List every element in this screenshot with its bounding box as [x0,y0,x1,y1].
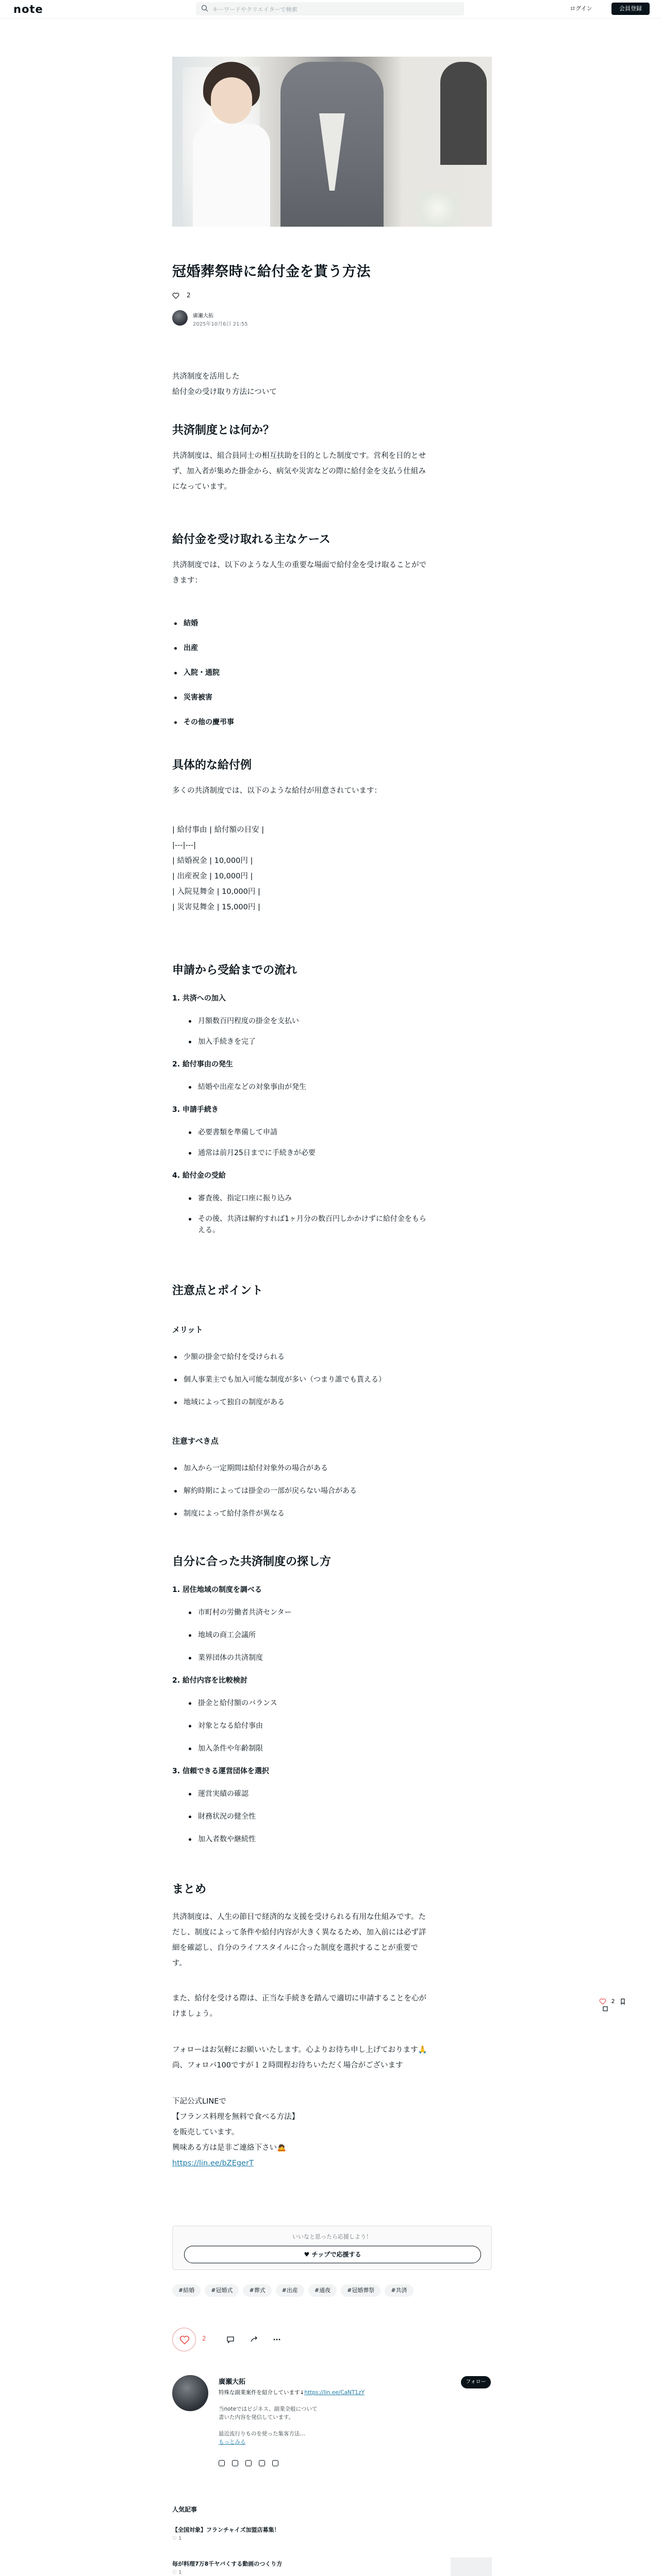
step-item: 結婚や出産などの対象事由が発生 [198,1083,306,1091]
like-button[interactable] [172,2328,196,2351]
list-item: 出産 [184,644,198,652]
paragraph: 下記公式LINEで [172,2097,226,2106]
avatar[interactable] [172,310,188,326]
paragraph: 共済制度では、以下のような人生の重要な場面で給付金を受け取ることがで [172,561,426,569]
tag[interactable]: #結婚 [172,2284,201,2297]
search-icon [201,5,208,12]
list-item: 結婚 [184,619,198,628]
hero-image [172,57,492,227]
tag[interactable]: #通夜 [308,2284,337,2297]
step-heading: 3. 信頼できる運営団体を選択 [172,1767,269,1775]
list-item: 加入から一定期間は給付対象外の場合がある [184,1464,328,1472]
section-heading: 共済制度とは何か？ [172,424,275,437]
like-count-top[interactable]: 2 [172,292,191,299]
table-row: | 結婚祝金 | 10,000円 | [172,857,253,865]
step-heading: 2. 給付事由の発生 [172,1060,233,1069]
table-row: | 給付事由 | 給付額の目安 | [172,826,264,834]
avatar[interactable] [172,2375,208,2411]
step-item: 月額数百円程度の掛金を支払い [198,1017,299,1025]
tip-button[interactable] [184,2246,481,2263]
paragraph: 共済制度は、人生の節目で経済的な支援を受けられる有用な仕組みです。た [172,1913,426,1921]
search-bar[interactable] [196,2,464,15]
search-placeholder: キーワードやクリエイターで検索 [212,6,297,13]
paragraph: だし、制度によって条件や給付内容が大きく異なるため、加入前には必ず詳 [172,1928,426,1937]
paragraph: になっています。 [172,483,231,491]
step-heading: 1. 居住地域の制度を調べる [172,1586,262,1594]
comment-icon[interactable] [226,2335,235,2344]
tag[interactable]: #出産 [276,2284,304,2297]
follow-button[interactable]: フォロー [461,2376,491,2388]
section-heading: 給付金を受け取れる主なケース [172,533,330,546]
article-title: 冠婚葬祭時に給付金を貰う方法 [172,264,371,280]
step-heading: 3. 申請手続き [172,1106,219,1114]
paragraph: 尚、フォロバ100ですが１２時間程お待ちいただく場合がございます [172,2061,403,2070]
paragraph: また、給付を受ける際は、正当な手続きを踏んで適切に申請することを心が [172,1994,426,2003]
paragraph: ず、加入者が集めた掛金から、病気や災害などの際に給付金を支払う仕組み [172,467,426,476]
more-icon[interactable] [272,2335,282,2344]
paragraph: を販売しています。 [172,2128,239,2137]
step-item: 加入手続きを完了 [198,1038,256,1046]
author-card [172,2370,492,2473]
step-item: 運営実績の確認 [198,1790,249,1798]
list-item: 解約時期によっては掛金の一部が戻らない場合がある [184,1487,357,1495]
tag[interactable]: #冠婚葬祭 [341,2284,380,2297]
note-logo[interactable]: note [13,3,43,15]
step-heading: 1. 共済への加入 [172,994,226,1003]
table-row: | 災害見舞金 | 15,000円 | [172,903,260,911]
signup-button[interactable]: 会員登録 [611,3,650,15]
paragraph: す。 [172,1959,187,1968]
section-heading: 申請から受給までの流れ [172,964,297,977]
author-desc: 当noteではビジネス、副業全般について 書いた内容を発信しています。 最近流行りものを使った集客方法… もっとみる [219,2405,440,2446]
tag-list [172,2284,492,2300]
list-item: その他の慶弔事 [184,718,234,726]
bio-link[interactable]: https://lin.ee/CaNT1zY [304,2389,365,2396]
paragraph: 多くの共済制度では、以下のような給付が用意されています： [172,787,382,795]
sub-heading: メリット [172,1325,203,1334]
list-item: 入院・通院 [184,669,220,677]
social-links [219,2459,286,2467]
section-heading: 具体的な給付例 [172,759,252,772]
thumbnail [451,2557,492,2576]
paragraph: きます： [172,577,202,585]
site-header [0,0,662,19]
tiktok-icon[interactable] [259,2460,265,2466]
sub-heading: 注意すべき点 [172,1436,219,1446]
instagram-icon[interactable] [232,2460,238,2466]
bookmark-icon[interactable] [620,1998,626,2005]
popular-articles [172,2505,492,2575]
list-item: 個人事業主でも加入可能な制度が多い（つまり誰でも貰える） [184,1376,386,1384]
side-like-bar[interactable] [599,1998,635,2010]
list-item: 制度によって給付条件が異なる [184,1510,285,1518]
list-item[interactable]: 毎が料理7万8千ヤバくする動画のつくり方 ♡ 1 [172,2560,492,2576]
paragraph: 【フランス料理を無料で食べる方法】 [172,2113,300,2121]
x-icon[interactable] [219,2460,225,2466]
action-bar [172,2328,492,2353]
paragraph: 細を確認し、自分のライフスタイルに合った制度を選択することが重要で [172,1944,418,1952]
author-bio: 特殊な副業案件を紹介しています↓https://lin.ee/CaNT1zY [219,2389,365,2396]
support-box [172,2226,492,2270]
heart-icon [179,2335,190,2345]
author-name[interactable]: 廣瀬大拓 [219,2378,246,2386]
like-count: 2 [202,2335,206,2342]
support-label: いいなと思ったら応援しよう！ [292,2233,372,2240]
step-item-cont: える。 [198,1226,220,1234]
table-row: | 出産祝金 | 10,000円 | [172,872,253,880]
author-info[interactable] [172,310,327,329]
step-item: 業界団体の共済制度 [198,1654,263,1662]
list-item[interactable]: 【全国対象】フランチャイズ加盟店募集！ ♡ 1 [172,2527,280,2541]
tag[interactable]: #冠婚式 [205,2284,239,2297]
see-more-link[interactable]: もっとみる [219,2439,246,2445]
author-name[interactable]: 廣瀬大拓 [193,313,213,319]
step-item: 通常は前月25日までに手続きが必要 [198,1149,316,1157]
step-item: 審査後、指定口座に振り込み [198,1194,292,1202]
list-item: 災害被害 [184,693,212,702]
table-row: |---|---| [172,841,196,850]
step-heading: 2. 給付内容を比較検討 [172,1676,247,1685]
login-button[interactable]: ログイン [570,5,592,12]
link-icon[interactable] [272,2460,278,2466]
tag[interactable]: #共済 [385,2284,413,2297]
paragraph: 興味ある方は是非ご連絡下さい🙇 [172,2144,287,2152]
tag[interactable]: #葬式 [243,2284,271,2297]
step-item: 対象となる給付事由 [198,1722,263,1730]
list-item: 少額の掛金で給付を受けられる [184,1353,285,1361]
section-heading: 人気記事 [172,2506,197,2513]
intro-line: 共済制度を活用した [172,372,240,381]
section-heading: 注意点とポイント [172,1284,263,1297]
list-item: 地域によって独自の制度がある [184,1398,285,1406]
share-icon[interactable] [602,2006,608,2012]
step-item: 掛金と給付額のバランス [198,1699,277,1707]
line-link[interactable]: https://lin.ee/bZEgerT [172,2159,254,2167]
step-item: その後、共済は解約すれば1ヶ月分の数百円しかかけずに給付金をもら [198,1215,426,1223]
share-icon[interactable] [250,2335,259,2344]
section-heading: まとめ [172,1883,207,1896]
step-item: 財務状況の健全性 [198,1812,256,1821]
heart-icon [172,292,179,299]
intro-line: 給付金の受け取り方法について [172,388,277,396]
paragraph: 共済制度は、組合員同士の相互扶助を目的とした制度です。営利を目的とせ [172,452,426,460]
step-item: 加入者数や継続性 [198,1835,256,1843]
paragraph: フォローはお気軽にお願いいたします。心よりお待ち申し上げております🙏 [172,2046,427,2054]
step-item: 加入条件や年齢制限 [198,1744,263,1753]
table-row: | 入院見舞金 | 10,000円 | [172,888,260,896]
step-heading: 4. 給付金の受給 [172,1172,226,1180]
step-item: 市町村の労働者共済センター [198,1608,292,1617]
tip-icon: ♥ [304,2251,310,2258]
side-like-count: 2 [611,1998,615,2005]
paragraph: けましょう。 [172,2010,217,2018]
step-item: 必要書類を準備して申請 [198,1128,277,1137]
publish-date: 2025年10月6日 21:55 [193,321,248,327]
section-heading: 自分に合った共済制度の探し方 [172,1555,332,1568]
step-item: 地域の商工会議所 [198,1631,256,1639]
tip-button-label: チップで応援する [311,2251,361,2258]
heart-icon [599,1998,606,2005]
facebook-icon[interactable] [245,2460,252,2466]
